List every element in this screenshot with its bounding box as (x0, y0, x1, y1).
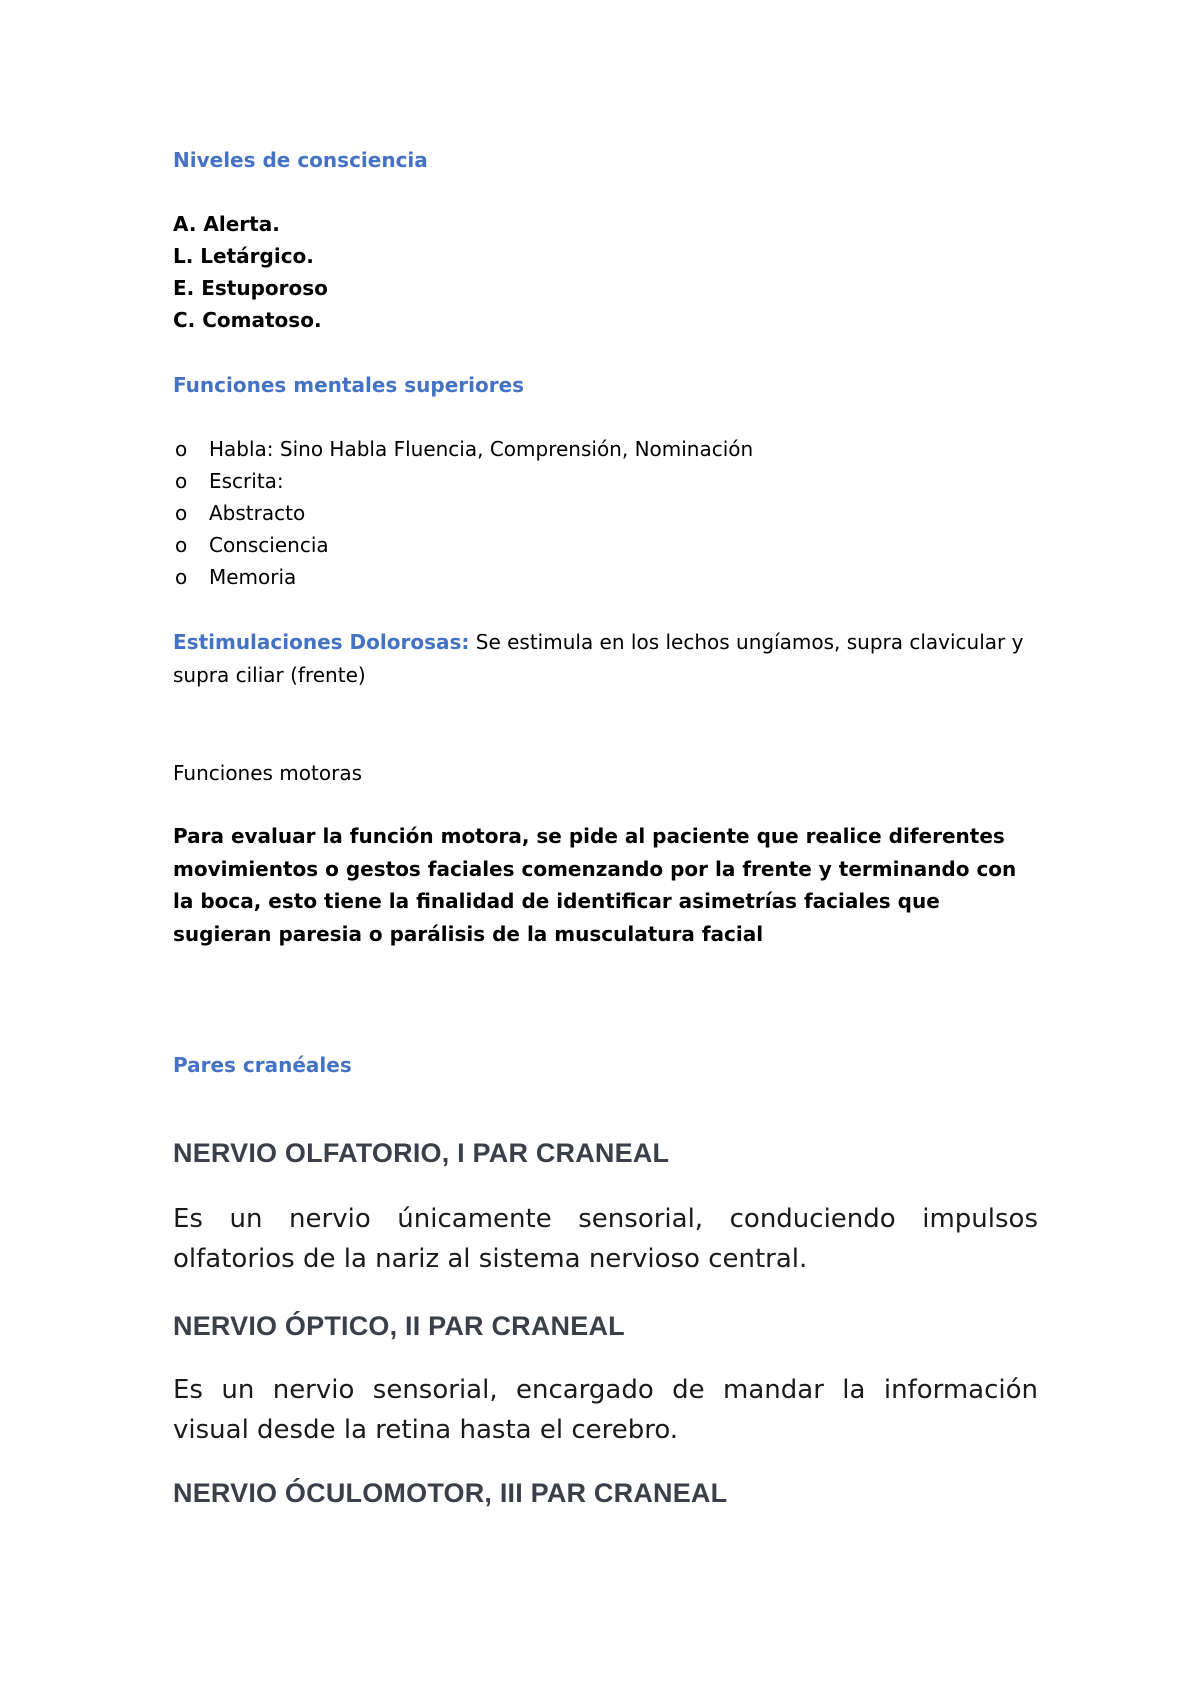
nerve-text-optico: Es un nervio sensorial, encargado de mandar la información visual desde la retina hasta el cerebro. (173, 1375, 1038, 1445)
bullet-marker: o (175, 533, 188, 557)
list-item (173, 529, 753, 561)
bullet-marker: o (175, 565, 188, 589)
funciones-mentales-list (173, 433, 753, 593)
estimulaciones-text: Se estimula en los lechos ungíamos, supra clavicular y supra ciliar (frente) (173, 630, 1024, 687)
list-item-text: Abstracto (209, 501, 306, 525)
bullet-marker: o (175, 501, 188, 525)
list-item (173, 433, 753, 465)
nivel-comatoso: C. Comatoso. (173, 308, 322, 332)
nivel-alerta: A. Alerta. (173, 212, 280, 236)
nivel-estuporoso: E. Estuporoso (173, 276, 328, 300)
bullet-marker: o (175, 469, 188, 493)
nerve-title-olfatorio: NERVIO OLFATORIO, I PAR CRANEAL (173, 1138, 670, 1168)
list-item-text: Memoria (209, 565, 297, 589)
bullet-marker: o (175, 437, 188, 461)
list-item (173, 497, 753, 529)
heading-niveles-de-consciencia: Niveles de consciencia (173, 148, 428, 172)
list-item (173, 561, 753, 593)
nerve-title-optico: NERVIO ÓPTICO, II PAR CRANEAL (173, 1311, 625, 1341)
heading-pares-craneales: Pares cranéales (173, 1053, 352, 1077)
niveles-list (173, 208, 328, 336)
nerve-title-oculomotor: NERVIO ÓCULOMOTOR, III PAR CRANEAL (173, 1478, 728, 1508)
estimulaciones-paragraph (173, 626, 1033, 691)
heading-funciones-motoras: Funciones motoras (173, 761, 363, 785)
nerve-text-olfatorio: Es un nervio únicamente sensorial, conduciendo impulsos olfatorios de la nariz al sistema nervioso central. (173, 1204, 1038, 1274)
list-item-text: Consciencia (209, 533, 329, 557)
list-item (173, 465, 753, 497)
estimulaciones-label: Estimulaciones Dolorosas: (173, 630, 470, 654)
heading-funciones-mentales-superiores: Funciones mentales superiores (173, 373, 525, 397)
funciones-motoras-paragraph: Para evaluar la función motora, se pide al paciente que realice diferentes movimientos o gestos faciales comenzando por la frente y terminando con la boca, esto tiene la finalidad de identificar asimetrías faciales que sugieran paresia o parálisis de la musculatura facial (173, 824, 1017, 946)
nivel-letargico: L. Letárgico. (173, 244, 314, 268)
list-item-text: Habla: Sino Habla Fluencia, Comprensión, Nominación (209, 437, 754, 461)
list-item-text: Escrita: (209, 469, 284, 493)
